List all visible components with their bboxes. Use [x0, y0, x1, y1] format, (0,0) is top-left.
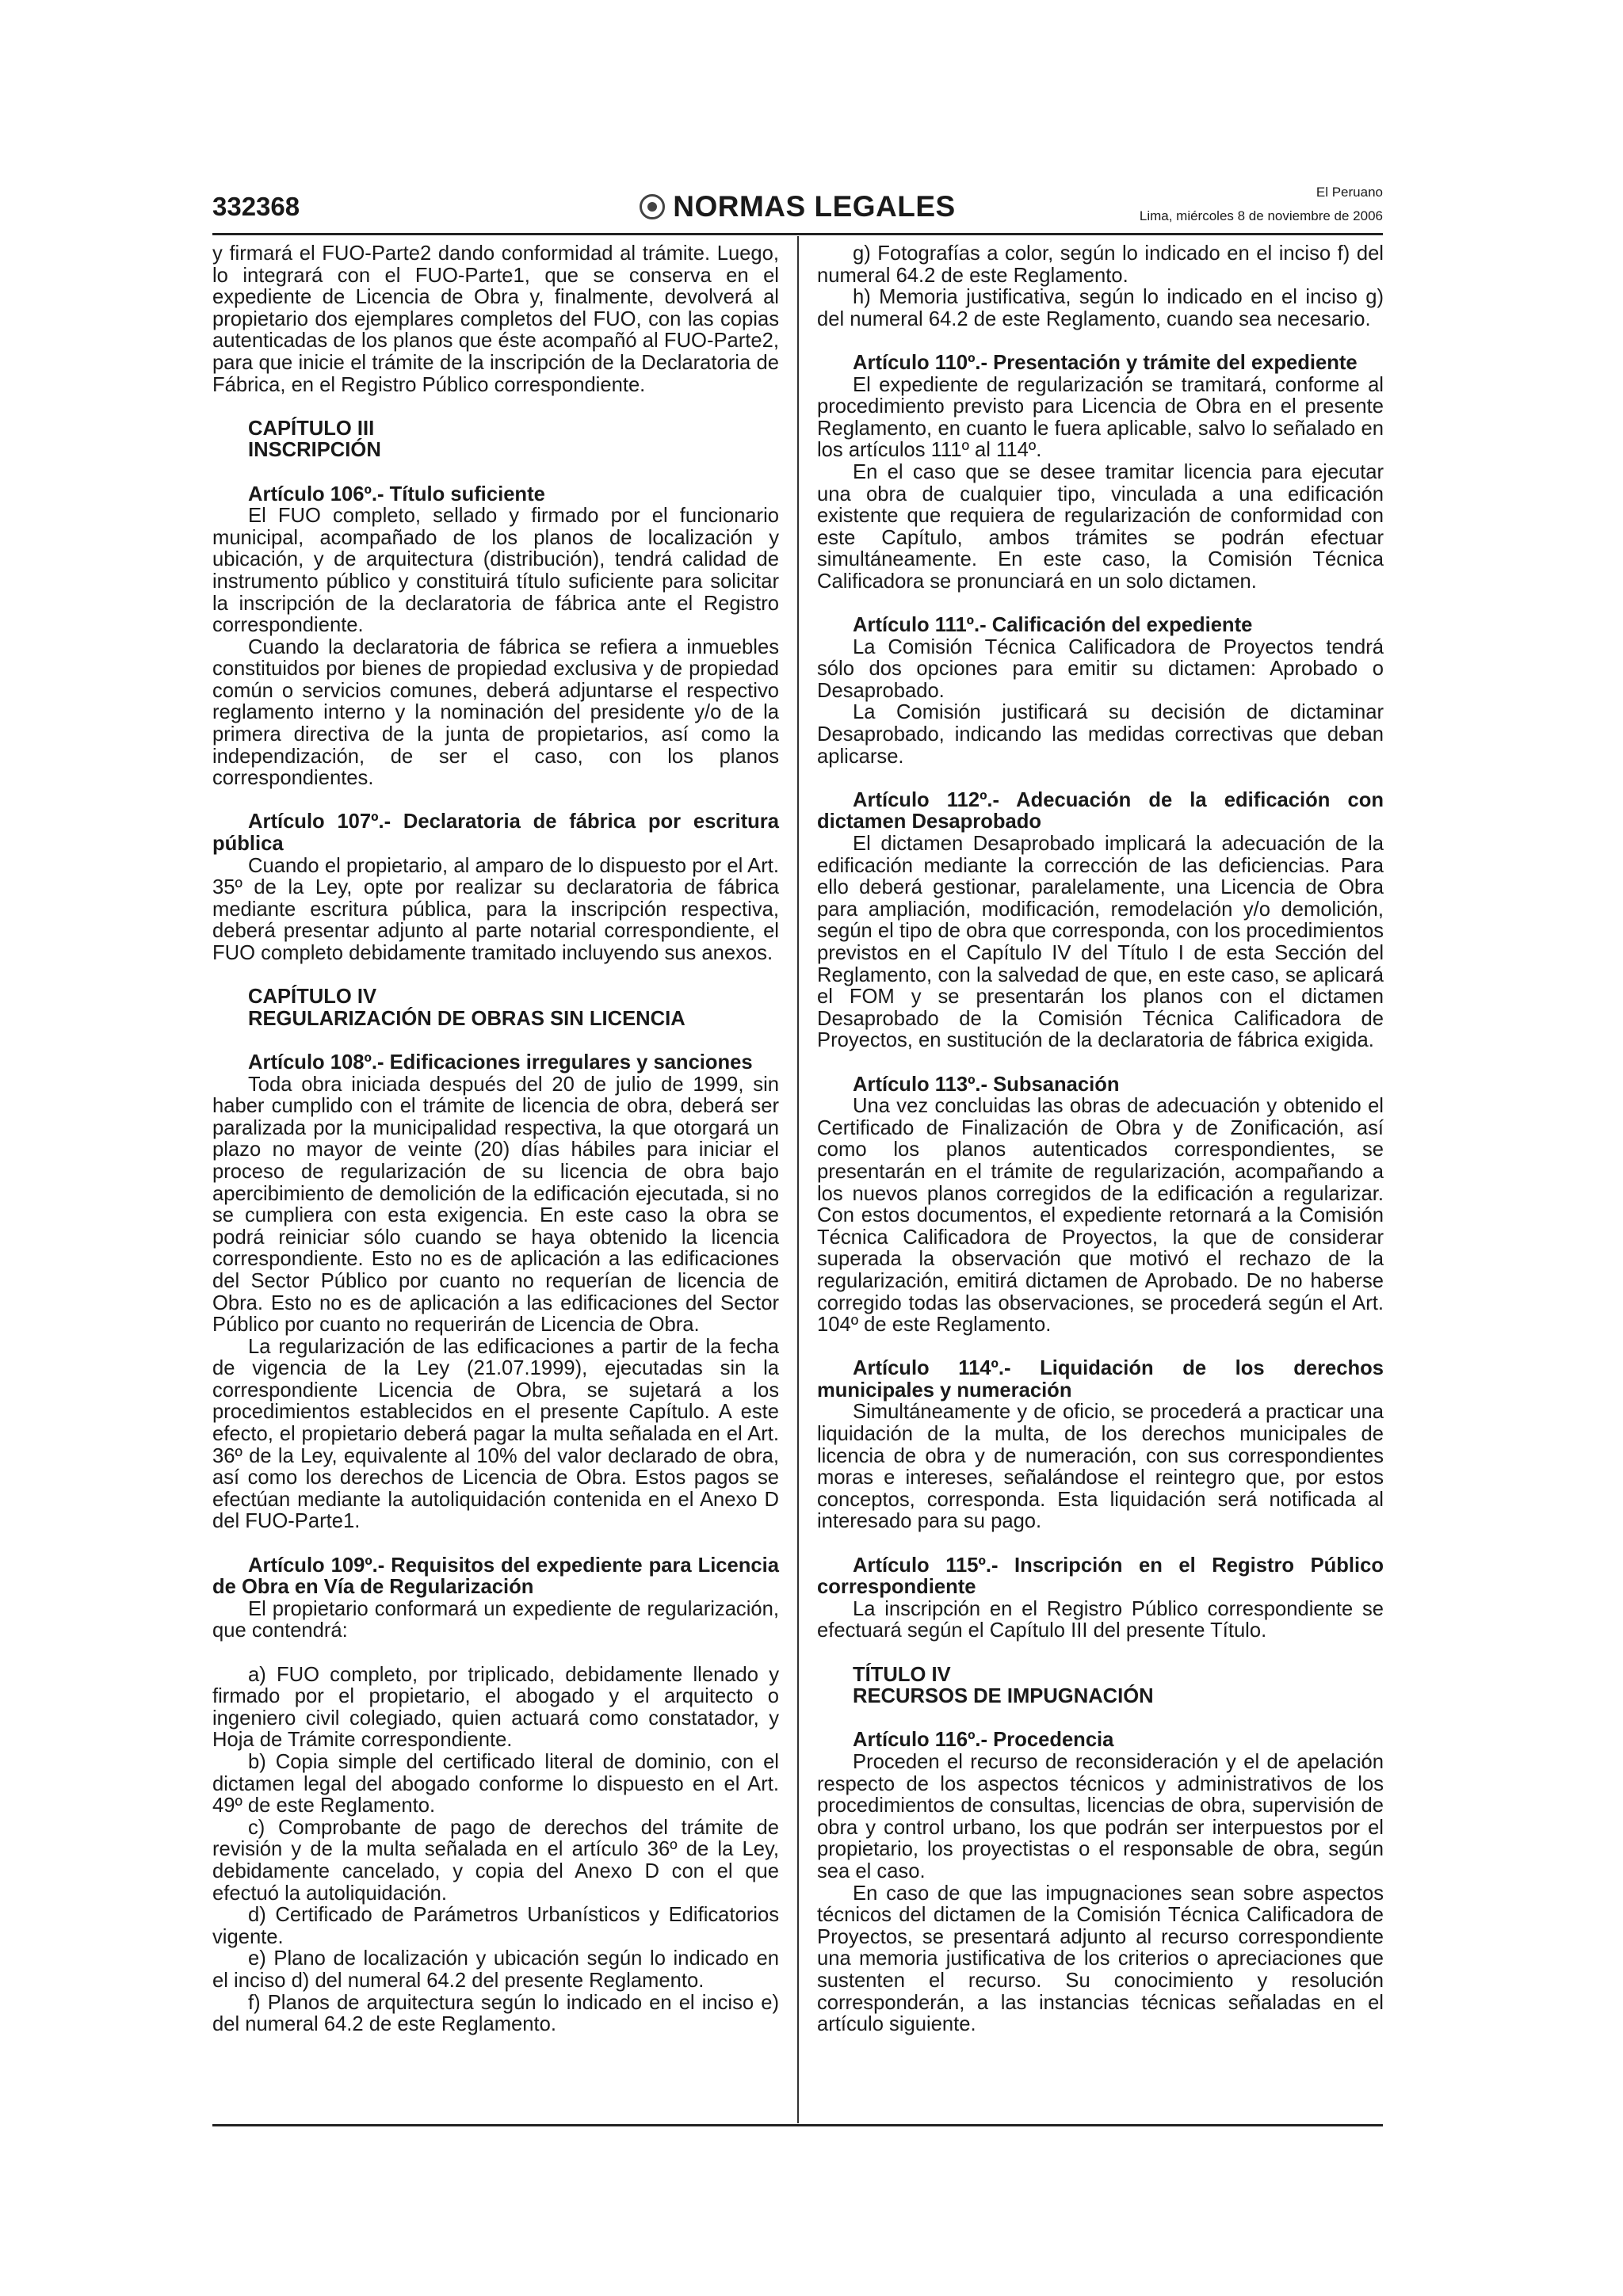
list-item: h) Memoria justificativa, según lo indicado en el inciso g) del numeral 64.2 de este Reglamento, cuando sea necesario.	[817, 286, 1384, 330]
chapter-subtitle: INSCRIPCIÓN	[248, 439, 381, 462]
publication-name: El Peruano	[1316, 185, 1383, 200]
article-title: Artículo 112º.- Adecuación de la edificación con dictamen Desaprobado	[817, 788, 1384, 833]
header-rule	[212, 233, 1383, 235]
footer-rule	[212, 2124, 1383, 2126]
list-item: a) FUO completo, por triplicado, debidamente llenado y firmado por el propietario, el abogado y el arquitecto o ingeniero civil colegiado, quien actuará como constatador, y Hoja de Trámite correspondiente.	[212, 1663, 779, 1752]
column-divider	[797, 236, 799, 2123]
article-title: Artículo 108º.- Edificaciones irregulares y sanciones	[248, 1051, 753, 1074]
masthead-title: NORMAS LEGALES	[673, 190, 956, 223]
list-item: e) Plano de localización y ubicación según lo indicado en el inciso d) del numeral 64.2 del presente Reglamento.	[212, 1947, 779, 1992]
seal-icon	[640, 194, 665, 219]
page-header	[212, 181, 1383, 230]
chapter-subtitle: REGULARIZACIÓN DE OBRAS SIN LICENCIA	[248, 1007, 685, 1030]
title-heading: TÍTULO IV	[853, 1663, 951, 1686]
paragraph: Simultáneamente y de oficio, se procederá a practicar una liquidación de la multa, de los derechos municipales de licencia de obra y de numeración, con sus correspondientes moras e intereses, señalándose el reintegro que, por estos conceptos, corresponda. Esta liquidación será notificada al interesado para su pago.	[817, 1401, 1384, 1533]
article-title: Artículo 113º.- Subsanación	[853, 1073, 1120, 1096]
paragraph: El FUO completo, sellado y firmado por el funcionario municipal, acompañado de los planos de localización y ubicación, y de arquitectura (distribución), tendrá calidad de instrumento público y constituirá título suficiente para solicitar la inscripción de la declaratoria de fábrica ante el Registro correspondiente.	[212, 505, 779, 637]
paragraph: Cuando la declaratoria de fábrica se refiera a inmuebles constituidos por bienes de propiedad exclusiva y de propiedad común o servicios comunes, deberá adjuntarse el respectivo reglamento interno y la nominación del presidente y/o de la primera directiva de la junta de propietarios, así como la independización, de ser el caso, con los planos correspondientes.	[212, 635, 779, 790]
paragraph: La Comisión Técnica Calificadora de Proyectos tendrá sólo dos opciones para emitir su dictamen: Aprobado o Desaprobado.	[817, 635, 1384, 702]
paragraph: Cuando el propietario, al amparo de lo dispuesto por el Art. 35º de la Ley, opte por realizar su declaratoria de fábrica mediante escritura pública, para la inscripción respectiva, deberá presentar adjunto al parte notarial correspondiente, el FUO completo debidamente tramitado incluyendo sus anexos.	[212, 854, 779, 964]
paragraph: Proceden el recurso de reconsideración y el de apelación respecto de los aspectos técnicos y administrativos de los procedimientos de consultas, licencias de obra, supervisión de obra y control urbano, los que podrán ser interpuestos por el propietario, los proyectistas o el responsable de obra, según sea el caso.	[817, 1750, 1384, 1882]
list-item: d) Certificado de Parámetros Urbanísticos y Edificatorios vigente.	[212, 1904, 779, 1948]
paragraph: Toda obra iniciada después del 20 de julio de 1999, sin haber cumplido con el trámite de licencia de obra, deberá ser paralizada por la municipalidad respectiva, la que otorgará un plazo no mayor de veinte (20) días hábiles para iniciar el proceso de regularización de su licencia de obra bajo apercibimiento de demolición de la edificación ejecutada, si no se cumpliera con esta exigencia. En este caso la obra se podrá reiniciar sólo cuando se haya obtenido la licencia correspondiente. Esto no es de aplicación a las edificaciones del Sector Público por cuanto no requerían de licencia de Obra. Esto no es de aplicación a las edificaciones del Sector Público por cuanto no requerirán de Licencia de Obra.	[212, 1073, 779, 1337]
article-title: Artículo 116º.- Procedencia	[853, 1729, 1114, 1752]
paragraph: Una vez concluidas las obras de adecuación y obtenido el Certificado de Finalización de Obra y de Zonificación, así como los planos autenticados correspondientes, se presentarán en el trámite de regularización, acompañando a los nuevos planos corregidos de la edificación a regularizar. Con estos documentos, el expediente retornará a la Comisión Técnica Calificadora de Proyectos, la que de considerar superada la observación que motivó el rechazo de la regularización, emitirá dictamen de Aprobado. De no haberse corregido todas las observaciones, se procederá según el Art. 104º de este Reglamento.	[817, 1095, 1384, 1337]
publication-info	[1140, 181, 1383, 228]
paragraph: En caso de que las impugnaciones sean sobre aspectos técnicos del dictamen de la Comisión Técnica Calificadora de Proyectos, se presentará adjunto al recurso correspondiente una memoria justificativa de los criterios o apreciaciones que sustenten el recurso. Su conocimiento y resolución corresponderán, a las instancias técnicas señaladas en el artículo siguiente.	[817, 1882, 1384, 2036]
list-item: c) Comprobante de pago de derechos del trámite de revisión y de la multa señalada en el artículo 36º de la Ley, debidamente cancelado, y copia del Anexo D con el que efectuó la autoliquidación.	[212, 1816, 779, 1905]
title-subheading: RECURSOS DE IMPUGNACIÓN	[853, 1685, 1154, 1708]
paragraph: La regularización de las edificaciones a partir de la fecha de vigencia de la Ley (21.07.1999), ejecutadas sin la correspondiente Licencia de Obra, se sujetará a los procedimientos establecidos en el presente Capítulo. A este efecto, el propietario deberá pagar la multa señalada en el Art. 36º de la Ley, equivalente al 10% del valor declarado de obra, así como los derechos de Licencia de Obra. Estos pagos se efectúan mediante la autoliquidación contenida en el Anexo D del FUO-Parte1.	[212, 1335, 779, 1533]
left-column	[212, 243, 779, 2036]
paragraph: El dictamen Desaprobado implicará la adecuación de la edificación mediante la corrección de las deficiencias. Para ello deberá gestionar, paralelamente, una Licencia de Obra para ampliación, modificación, remodelación y/o demolición, según el tipo de obra que corresponda, con los procedimientos previstos en el Capítulo IV del Título I de esta Sección del Reglamento, con la salvedad de que, en este caso, se aplicará el FOM y se presentarán los planos con el dictamen Desaprobado de la Comisión Técnica Calificadora de Proyectos, en sustitución de la declaratoria de fábrica exigida.	[817, 833, 1384, 1052]
page-number: 332368	[212, 192, 300, 221]
list-item: f) Planos de arquitectura según lo indicado en el inciso e) del numeral 64.2 de este Reglamento.	[212, 1991, 779, 2036]
right-column	[817, 243, 1384, 2036]
chapter-title: CAPÍTULO III	[248, 417, 375, 440]
article-title: Artículo 110º.- Presentación y trámite del expediente	[853, 351, 1358, 374]
chapter-title: CAPÍTULO IV	[248, 986, 377, 1009]
paragraph: El expediente de regularización se tramitará, conforme al procedimiento previsto para Licencia de Obra en el presente Reglamento, en cuanto le fuera aplicable, salvo lo señalado en los artículos 111º al 114º.	[817, 373, 1384, 462]
paragraph: En el caso que se desee tramitar licencia para ejecutar una obra de cualquier tipo, vinculada a una edificación existente que requiera de regularización de conformidad con este Capítulo, ambos trámites se podrán efectuar simultáneamente. En este caso, la Comisión Técnica Calificadora se pronunciará en un solo dictamen.	[817, 460, 1384, 593]
article-title: Artículo 107º.- Declaratoria de fábrica por escritura pública	[212, 810, 779, 856]
article-title: Artículo 114º.- Liquidación de los derechos municipales y numeración	[817, 1357, 1384, 1402]
paragraph: La inscripción en el Registro Público correspondiente se efectuará según el Capítulo III del presente Título.	[817, 1597, 1384, 1642]
paragraph: El propietario conformará un expediente de regularización, que contendrá:	[212, 1597, 779, 1642]
article-title: Artículo 106º.- Título suficiente	[248, 482, 545, 505]
list-item: b) Copia simple del certificado literal de dominio, con el dictamen legal del abogado conforme lo dispuesto en el Art. 49º de este Reglamento.	[212, 1750, 779, 1817]
list-item: g) Fotografías a color, según lo indicado en el inciso f) del numeral 64.2 de este Reglamento.	[817, 242, 1384, 287]
publication-date: Lima, miércoles 8 de noviembre de 2006	[1139, 208, 1383, 223]
article-title: Artículo 109º.- Requisitos del expediente para Licencia de Obra en Vía de Regularización	[212, 1554, 779, 1599]
paragraph: y firmará el FUO-Parte2 dando conformidad al trámite. Luego, lo integrará con el FUO-Parte1, que se conserva en el expediente de Licencia de Obra y, finalmente, devolverá al propietario dos ejemplares completos del FUO, con las copias autenticadas de los planos que éste acompañó al FUO-Parte2, para que inicie el trámite de la inscripción de la Declaratoria de Fábrica, en el Registro Público correspondiente.	[212, 242, 779, 396]
article-title: Artículo 115º.- Inscripción en el Registro Público correspondiente	[817, 1554, 1384, 1599]
article-title: Artículo 111º.- Calificación del expediente	[853, 614, 1253, 637]
paragraph: La Comisión justificará su decisión de dictaminar Desaprobado, indicando las medidas correctivas que deban aplicarse.	[817, 701, 1384, 768]
